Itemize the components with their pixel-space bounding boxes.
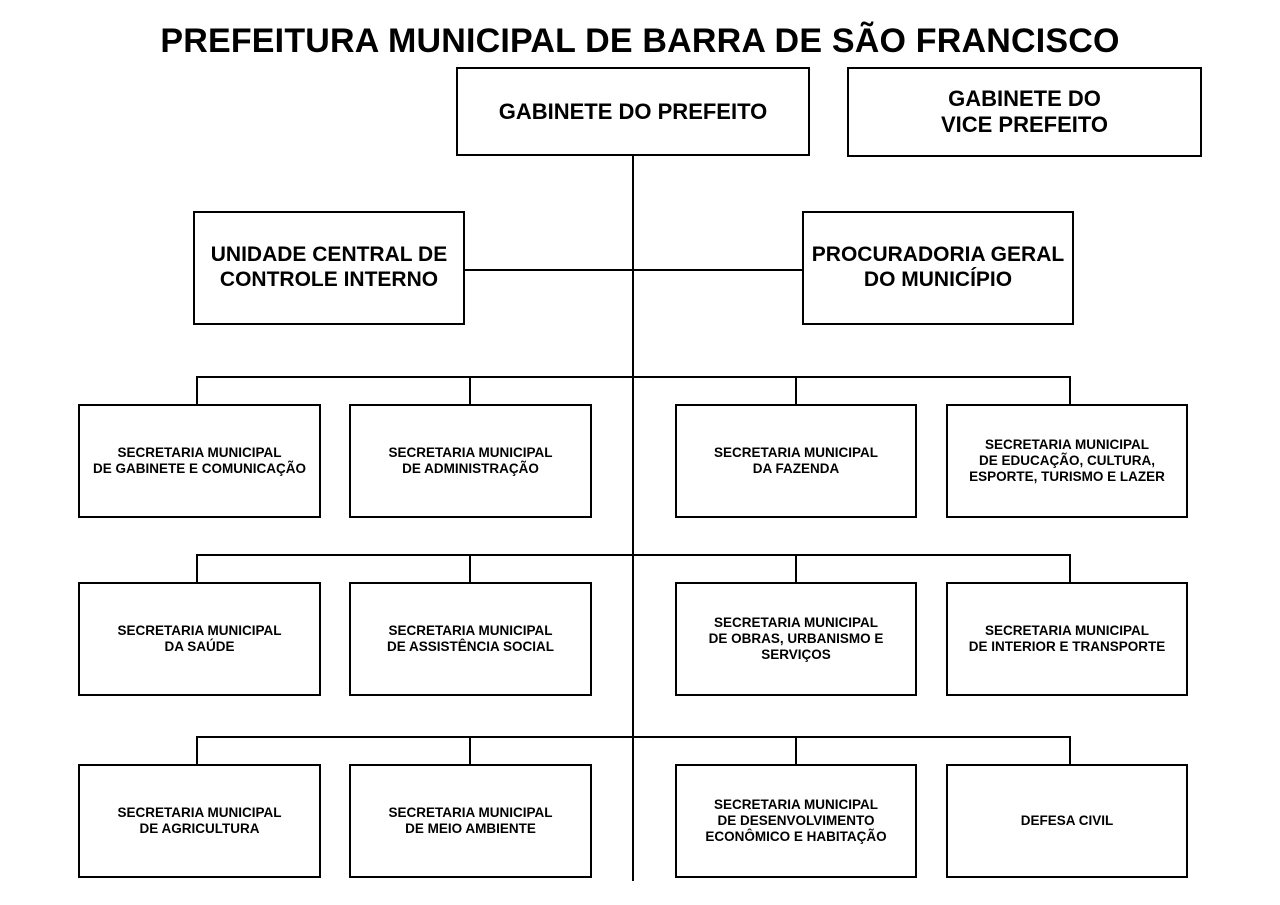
sec-administracao-label xyxy=(389,445,553,477)
row2-drop-1 xyxy=(196,554,198,584)
box-label-line: SECRETARIA MUNICIPAL xyxy=(117,623,282,639)
sec-fazenda-label xyxy=(714,445,878,477)
row2-drop-3 xyxy=(795,554,797,584)
box-label-line: DE MEIO AMBIENTE xyxy=(405,821,536,836)
row3-drop-4 xyxy=(1069,736,1071,766)
row3-drop-3 xyxy=(795,736,797,766)
box-label-line: CONTROLE INTERNO xyxy=(219,268,439,291)
box-label-line: SECRETARIA MUNICIPAL xyxy=(713,615,878,631)
box-label-line: DE ASSISTÊNCIA SOCIAL xyxy=(386,639,555,654)
controle-interno-box xyxy=(193,211,465,325)
sec-agricultura-box xyxy=(78,764,321,878)
sec-saude-box xyxy=(78,582,321,696)
controle-interno-label xyxy=(211,243,447,293)
sec-assistencia-social-label xyxy=(387,623,554,655)
gabinete-prefeito-box xyxy=(456,67,810,156)
sec-agricultura-label xyxy=(118,805,282,837)
box-label-line: GABINETE DO PREFEITO xyxy=(498,98,768,124)
box-label-line: DE ADMINISTRAÇÃO xyxy=(402,461,539,476)
staff-connector-line xyxy=(464,269,804,271)
gabinete-vice-prefeito-box xyxy=(847,67,1202,157)
sec-desenvolvimento-label xyxy=(705,797,886,845)
row2-drop-4 xyxy=(1069,554,1071,584)
sec-interior-transporte-label xyxy=(969,623,1166,655)
box-label-line: DA FAZENDA xyxy=(752,461,840,476)
box-label-line: DE INTERIOR E TRANSPORTE xyxy=(968,639,1166,654)
sec-gabinete-comunicacao-box xyxy=(78,404,321,518)
sec-interior-transporte-box xyxy=(946,582,1188,696)
box-label-line: SECRETARIA MUNICIPAL xyxy=(714,445,878,461)
row2-drop-2 xyxy=(469,554,471,584)
row3-drop-1 xyxy=(196,736,198,766)
sec-meio-ambiente-box xyxy=(349,764,592,878)
row1-drop-1 xyxy=(196,376,198,406)
defesa-civil-box xyxy=(946,764,1188,878)
box-label-line: SECRETARIA MUNICIPAL xyxy=(714,797,878,813)
defesa-civil-label xyxy=(1021,813,1114,829)
row3-drop-2 xyxy=(469,736,471,766)
box-label-line: DE GABINETE E COMUNICAÇÃO xyxy=(92,461,306,476)
sec-desenvolvimento-box xyxy=(675,764,917,878)
sec-educacao-cultura-box xyxy=(946,404,1188,518)
sec-obras-urbanismo-label xyxy=(709,615,884,663)
box-label-line: DE OBRAS, URBANISMO E xyxy=(708,631,884,647)
sec-obras-urbanismo-box xyxy=(675,582,917,696)
sec-educacao-cultura-label xyxy=(969,437,1165,485)
box-label-line: PROCURADORIA GERAL xyxy=(811,243,1065,267)
sec-fazenda-box xyxy=(675,404,917,518)
sec-administracao-box xyxy=(349,404,592,518)
gabinete-vice-prefeito-label xyxy=(941,86,1108,138)
box-label-line: SECRETARIA MUNICIPAL xyxy=(388,805,553,821)
box-label-line: SECRETARIA MUNICIPAL xyxy=(388,623,553,639)
gabinete-prefeito-label xyxy=(499,99,768,125)
row2-bus-line xyxy=(196,554,1071,556)
procuradoria-box xyxy=(802,211,1074,325)
box-label-line: DEFESA CIVIL xyxy=(1020,813,1114,829)
row1-drop-3 xyxy=(795,376,797,406)
box-label-line: DA SAÚDE xyxy=(164,639,235,654)
chart-title: PREFEITURA MUNICIPAL DE BARRA DE SÃO FRANCISCO xyxy=(160,22,1120,60)
box-label-line: DE AGRICULTURA xyxy=(139,821,260,836)
box-label-line: SECRETARIA MUNICIPAL xyxy=(117,445,282,461)
box-label-line: SECRETARIA MUNICIPAL xyxy=(984,623,1149,639)
sec-gabinete-comunicacao-label xyxy=(93,445,306,477)
sec-saude-label xyxy=(118,623,282,655)
row1-drop-4 xyxy=(1069,376,1071,406)
box-label-line: SERVIÇOS xyxy=(761,646,831,662)
box-label-line: DE DESENVOLVIMENTO xyxy=(717,813,875,829)
procuradoria-label xyxy=(812,243,1064,293)
box-label-line: ESPORTE, TURISMO E LAZER xyxy=(969,468,1165,484)
box-label-line: VICE PREFEITO xyxy=(940,112,1109,137)
box-label-line: DO MUNICÍPIO xyxy=(863,268,1013,291)
box-label-line: DE EDUCAÇÃO, CULTURA, xyxy=(978,453,1155,469)
box-label-line: SECRETARIA MUNICIPAL xyxy=(388,445,553,461)
box-label-line: ECONÔMICO E HABITAÇÃO xyxy=(705,828,887,844)
sec-assistencia-social-box xyxy=(349,582,592,696)
row1-bus-line xyxy=(196,376,1071,378)
row3-bus-line xyxy=(196,736,1071,738)
box-label-line: SECRETARIA MUNICIPAL xyxy=(984,437,1149,453)
row1-drop-2 xyxy=(469,376,471,406)
box-label-line: UNIDADE CENTRAL DE xyxy=(210,243,448,267)
box-label-line: GABINETE DO xyxy=(948,86,1101,112)
box-label-line: SECRETARIA MUNICIPAL xyxy=(117,805,282,821)
sec-meio-ambiente-label xyxy=(389,805,553,837)
main-trunk-line xyxy=(632,155,634,881)
